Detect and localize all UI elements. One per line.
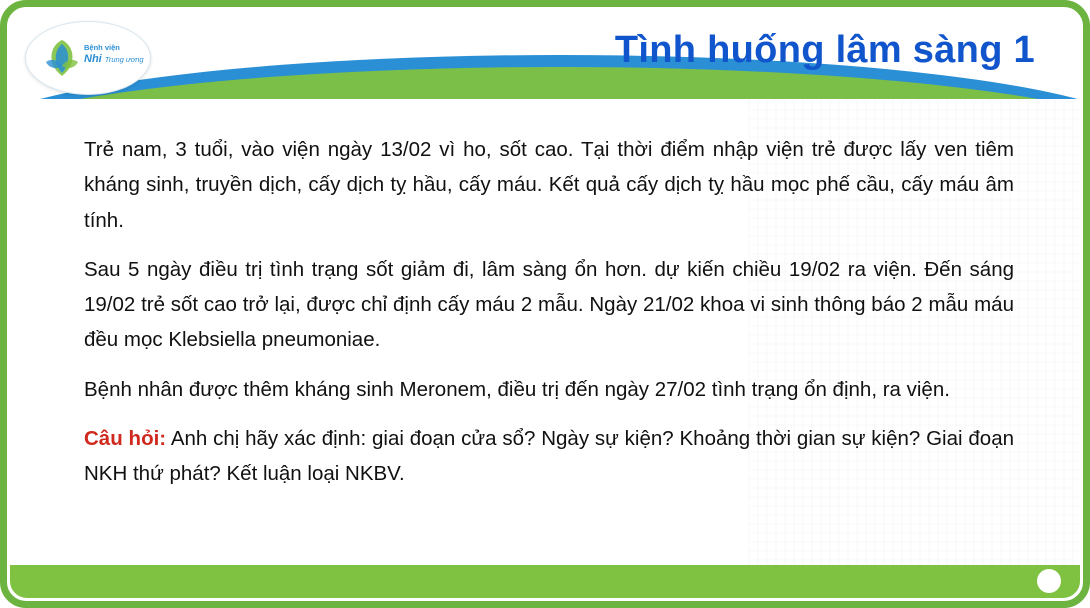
leaf-logo-icon [40,34,84,80]
footer-green-band [9,565,1081,599]
slide-footer [9,565,1081,599]
paragraph-1: Trẻ nam, 3 tuổi, vào viện ngày 13/02 vì ho, sốt cao. Tại thời điểm nhập viện trẻ được lấy ven tiêm kháng sinh, truyền dịch, cấy dịch tỵ hầu, cấy máu. Kết quả cấy dịch tỵ hầu mọc phế cầu, cấy máu âm tính. [84,138,1014,232]
logo-line-1: Bệnh viện [84,43,120,52]
logo-line-2-main: Nhi [84,52,102,65]
hospital-logo [25,21,151,95]
question-paragraph [84,421,1014,492]
page-title: Tình huống lâm sàng 1 [614,29,1035,71]
paragraph-2: Sau 5 ngày điều trị tình trạng sốt giảm đi, lâm sàng ổn hơn. dự kiến chiều 19/02 ra viện. Đến sáng 19/02 trẻ sốt cao trở lại, được chỉ định cấy máu 2 mẫu. Ngày 21/02 khoa vi sinh thông báo 2 mẫu máu đều mọc Klebsiella pneumoniae. [84,257,1014,352]
logo-text [84,44,144,65]
slide-body [84,132,1014,491]
footer-dot-icon [1037,569,1061,593]
logo-line-2 [84,53,144,66]
question-label: Câu hỏi: [84,426,167,450]
question-text: Anh chị hãy xác định: giai đoạn cửa sổ? Ngày sự kiện? Khoảng thời gian sự kiện? Giai đoạn NKH thứ phát? Kết luận loại NKBV. [84,426,1014,485]
paragraph-3: Bệnh nhân được thêm kháng sinh Meronem, điều trị đến ngày 27/02 tình trạng ổn định, ra viện. [84,377,950,401]
slide-header [9,9,1081,99]
logo-line-2-sub: Trung ương [104,54,144,64]
